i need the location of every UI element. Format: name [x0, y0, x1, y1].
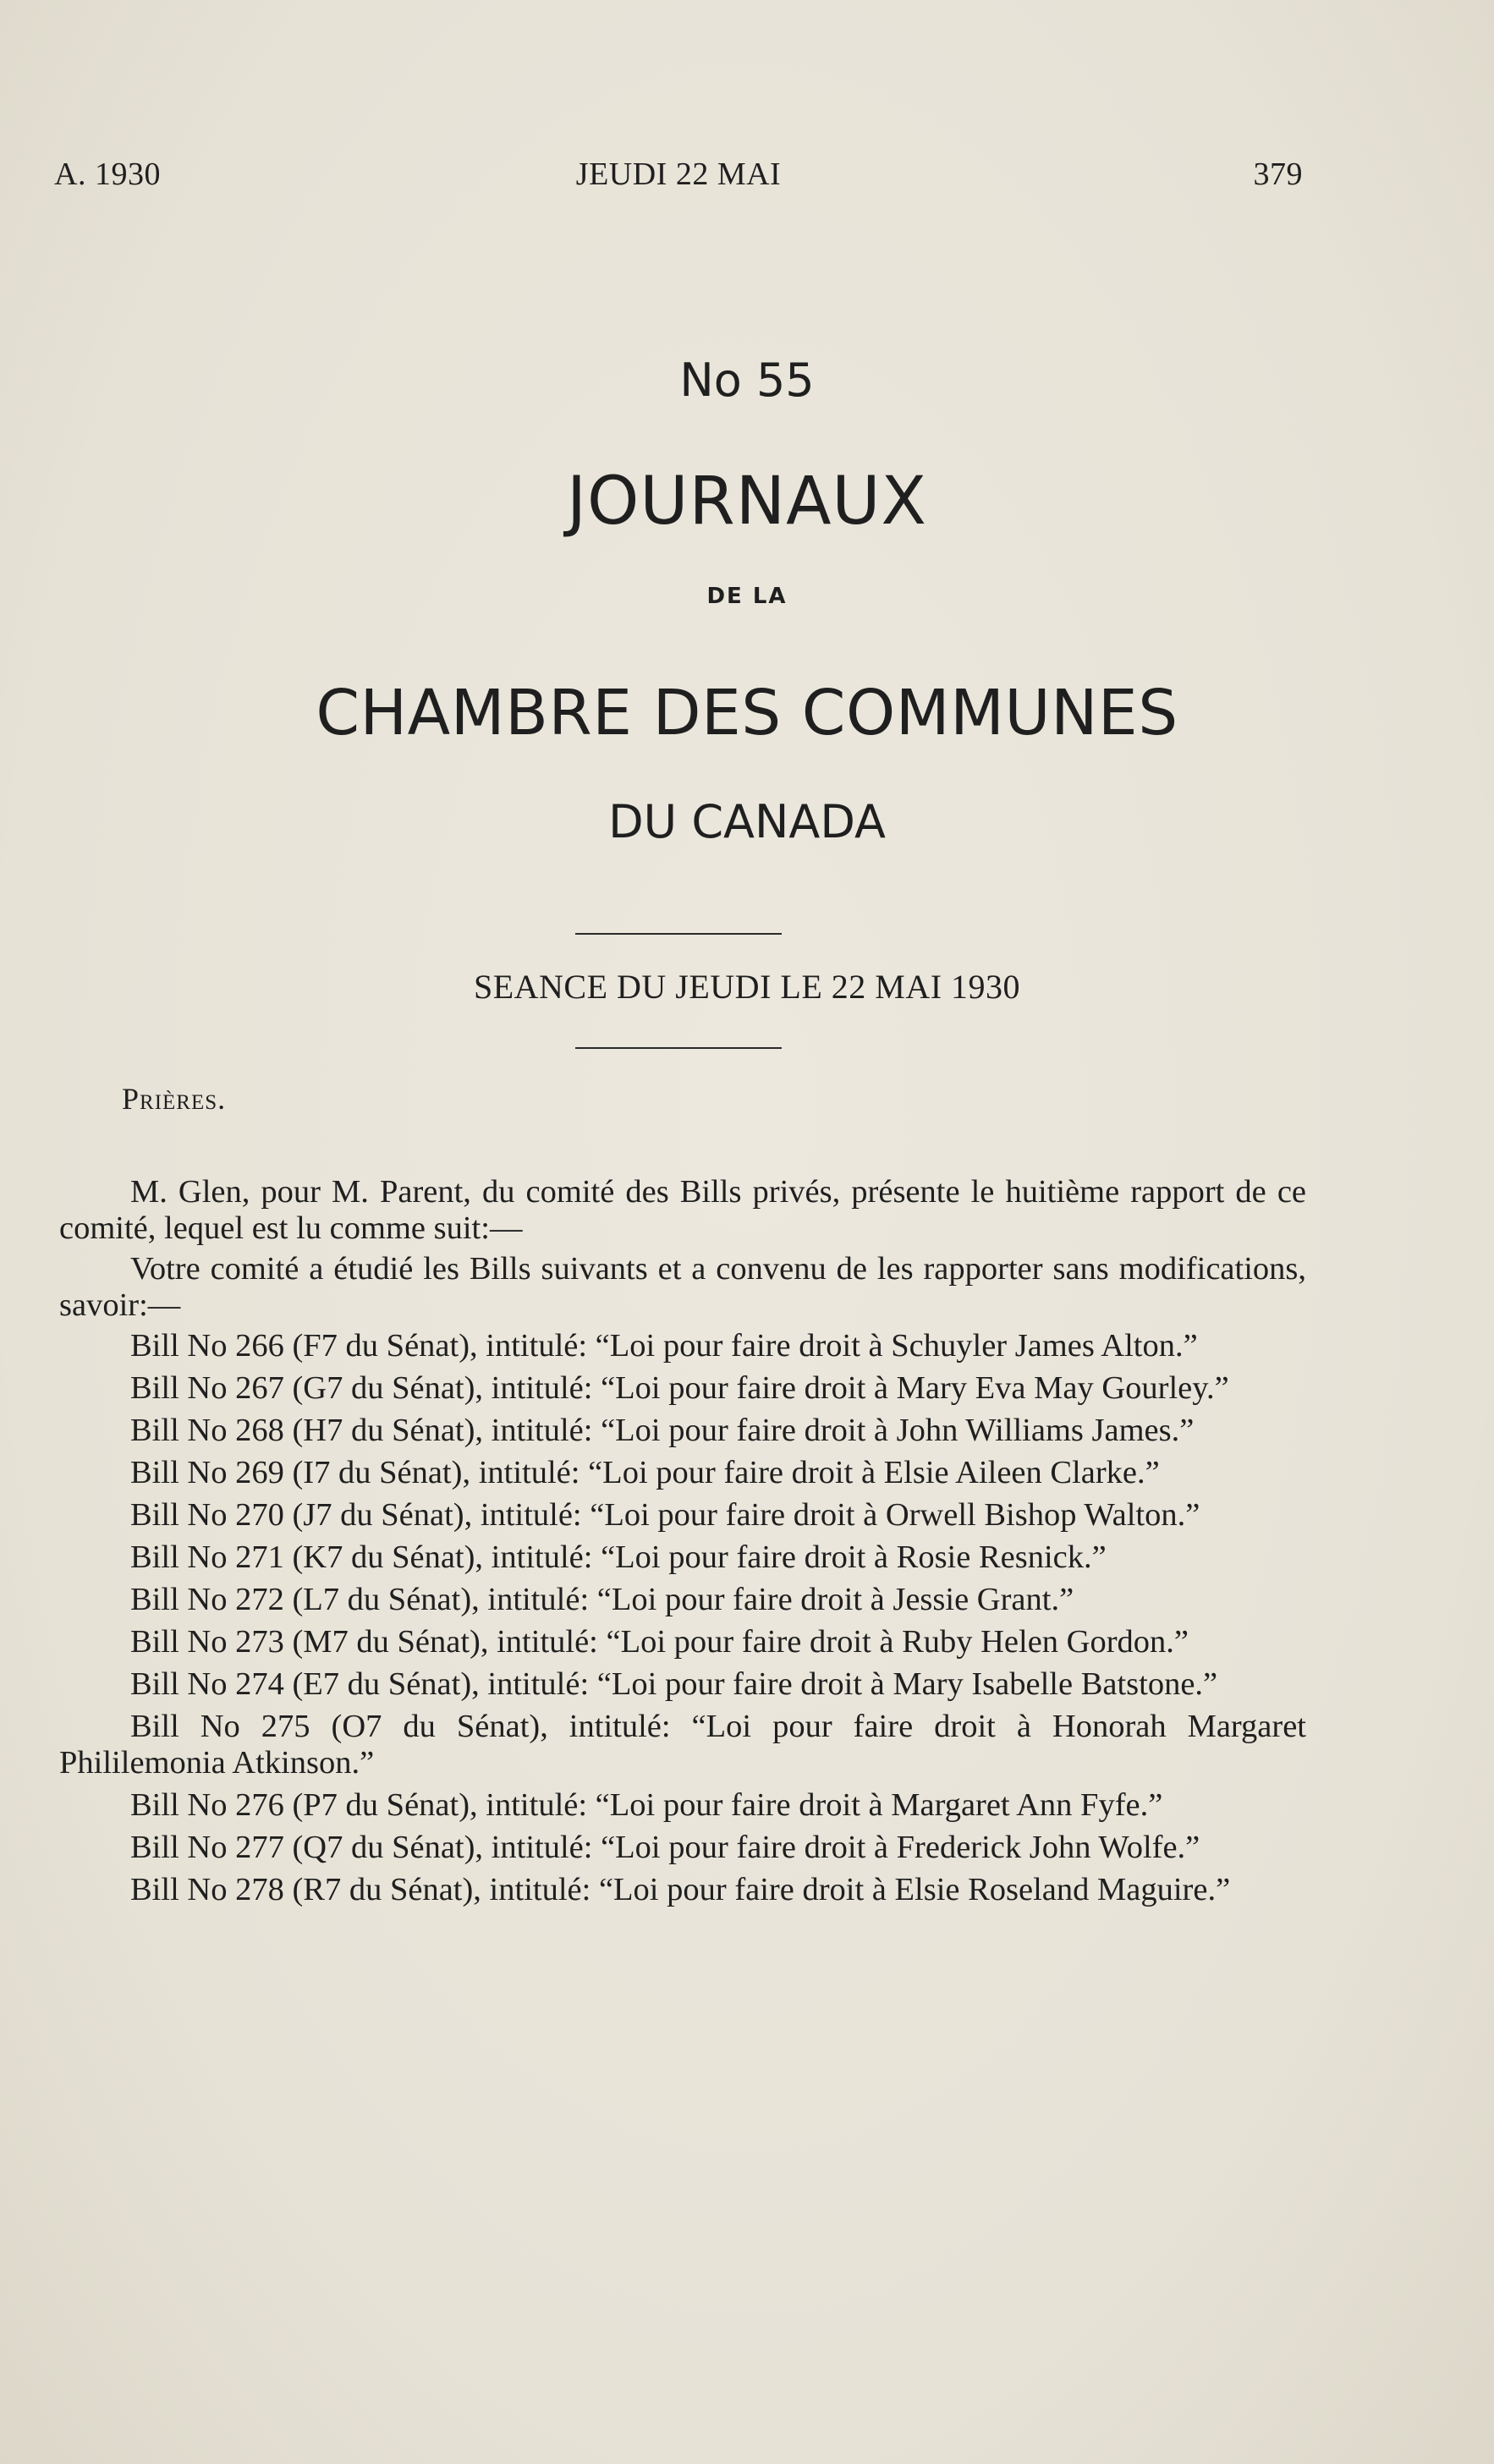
country-title: DU CANADA	[608, 795, 886, 848]
bill-entry: Bill No 269 (I7 du Sénat), intitulé: “Loi pour faire droit à Elsie Aileen Clarke.”	[130, 1455, 1160, 1490]
journal-subtitle-de-la: DE LA	[706, 584, 788, 609]
page-number: 379	[1253, 156, 1303, 192]
journal-title: JOURNAUX	[567, 464, 927, 540]
bill-entry: Bill No 274 (E7 du Sénat), intitulé: “Loi pour faire droit à Mary Isabelle Batstone.”	[130, 1666, 1218, 1702]
sitting-heading: SEANCE DU JEUDI LE 22 MAI 1930	[473, 968, 1021, 1006]
bill-entry: Bill No 267 (G7 du Sénat), intitulé: “Loi pour faire droit à Mary Eva May Gourley.”	[130, 1370, 1229, 1406]
bill-entry: Bill No 276 (P7 du Sénat), intitulé: “Loi pour faire droit à Margaret Ann Fyfe.”	[130, 1787, 1163, 1823]
divider-top	[575, 933, 782, 935]
bill-entry: Bill No 278 (R7 du Sénat), intitulé: “Loi pour faire droit à Elsie Roseland Maguire.”	[130, 1872, 1231, 1907]
report-paragraph: Votre comité a étudié les Bills suivants et a convenu de les rapporter sans modifications, savoir:—	[59, 1251, 1306, 1323]
bill-entry: Bill No 275 (O7 du Sénat), intitulé: “Loi pour faire droit à Honorah Margaret Phililemonia Atkinson.”	[59, 1709, 1306, 1781]
proceedings-text	[59, 1174, 1306, 1914]
intro-paragraph: M. Glen, pour M. Parent, du comité des Bills privés, présente le huitième rapport de ce comité, lequel est lu comme suit:—	[59, 1174, 1306, 1246]
bill-entry: Bill No 266 (F7 du Sénat), intitulé: “Loi pour faire droit à Schuyler James Alton.”	[130, 1328, 1198, 1364]
bill-entry: Bill No 268 (H7 du Sénat), intitulé: “Loi pour faire droit à John Williams James.”	[130, 1413, 1195, 1448]
bill-entry: Bill No 270 (J7 du Sénat), intitulé: “Loi pour faire droit à Orwell Bishop Walton.”	[130, 1497, 1200, 1533]
running-head	[54, 156, 1303, 198]
prayers-heading: Prières.	[122, 1082, 227, 1116]
bill-entry: Bill No 272 (L7 du Sénat), intitulé: “Loi pour faire droit à Jessie Grant.”	[130, 1582, 1074, 1617]
issue-number: No 55	[679, 354, 815, 407]
bill-entry: Bill No 271 (K7 du Sénat), intitulé: “Loi pour faire droit à Rosie Resnick.”	[130, 1539, 1107, 1575]
chamber-title: CHAMBRE DES COMMUNES	[316, 677, 1178, 749]
running-head-year: A. 1930	[54, 156, 161, 192]
bill-entry: Bill No 277 (Q7 du Sénat), intitulé: “Loi pour faire droit à Frederick John Wolfe.”	[130, 1830, 1200, 1865]
divider-bottom	[575, 1047, 782, 1049]
bill-entry: Bill No 273 (M7 du Sénat), intitulé: “Loi pour faire droit à Ruby Helen Gordon.”	[130, 1624, 1189, 1660]
running-head-date: JEUDI 22 MAI	[575, 156, 782, 192]
